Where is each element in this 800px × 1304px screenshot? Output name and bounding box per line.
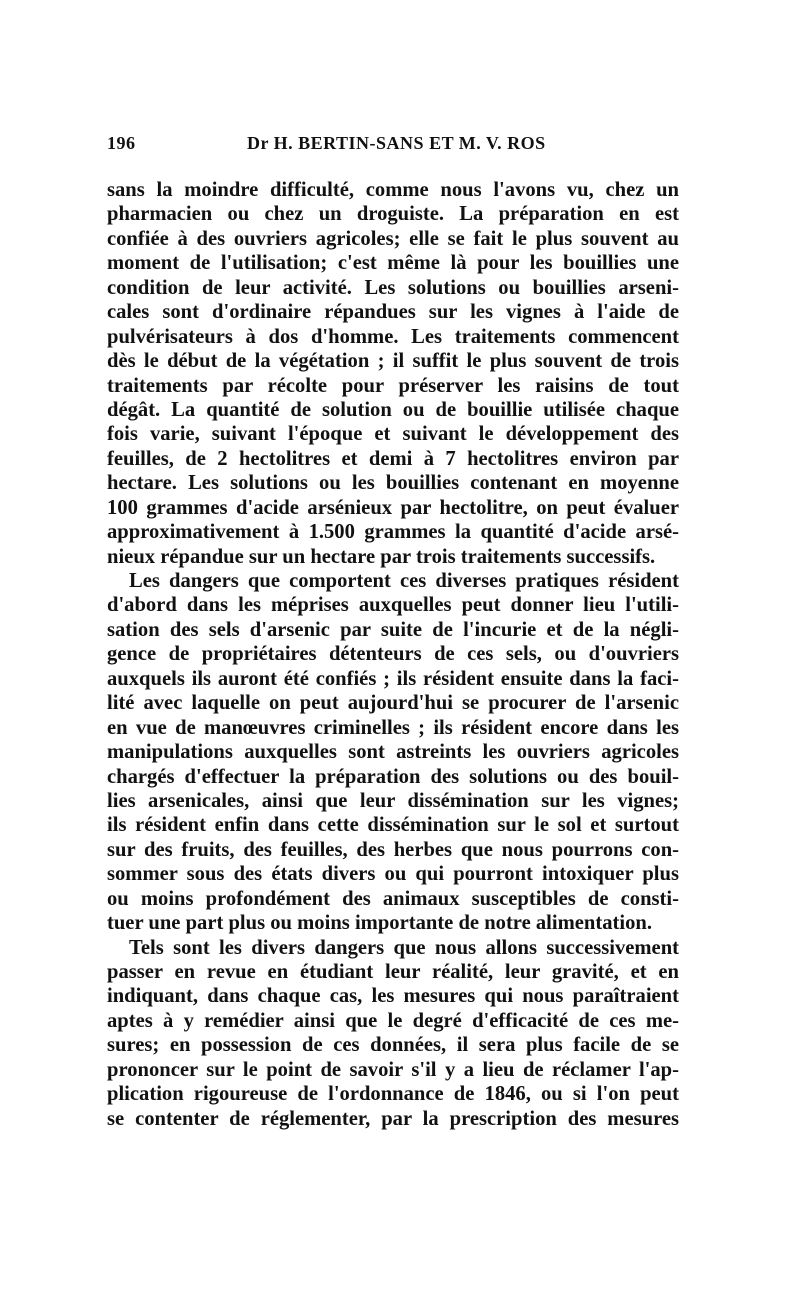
- text-line: ou moins profondément des animaux susceptibles de consti-: [107, 887, 679, 910]
- text-line: confiée à des ouvriers agricoles; elle se fait le plus souvent au: [107, 227, 679, 250]
- running-head: Dr H. BERTIN-SANS ET M. V. ROS: [247, 133, 546, 153]
- text-line: aptes à y remédier ainsi que le degré d'efficacité de ces me-: [107, 1009, 679, 1032]
- page-header: [107, 133, 679, 163]
- text-line: dès le début de la végétation ; il suffit le plus souvent de trois: [107, 350, 679, 373]
- text-line: Les dangers que comportent ces diverses pratiques résident: [129, 570, 679, 592]
- text-line: feuilles, de 2 hectolitres et demi à 7 hectolitres environ par: [107, 447, 679, 470]
- text-line: nieux répandue sur un hectare par trois traitements successifs.: [107, 545, 656, 568]
- text-line: pulvérisateurs à dos d'homme. Les traitements commencent: [107, 325, 679, 348]
- text-line: approximativement à 1.500 grammes la quantité d'acide arsé-: [107, 521, 679, 544]
- text-line: pharmacien ou chez un droguiste. La préparation en est: [107, 203, 679, 226]
- text-line: plication rigoureuse de l'ordonnance de 1846, ou si l'on peut: [107, 1083, 679, 1106]
- page-number: 196: [107, 133, 136, 153]
- text-line: 100 grammes d'acide arsénieux par hectolitre, on peut évaluer: [107, 496, 679, 519]
- text-line: lies arsenicales, ainsi que leur dissémination sur les vignes;: [107, 789, 679, 812]
- text-line: condition de leur activité. Les solutions ou bouillies arseni-: [107, 276, 679, 299]
- text-line: en vue de manœuvres criminelles ; ils résident encore dans les: [107, 716, 679, 739]
- body-text: [107, 178, 679, 1131]
- text-line: tuer une part plus ou moins importante de notre alimentation.: [107, 912, 652, 935]
- text-line: sommer sous des états divers ou qui pourront intoxiquer plus: [107, 863, 679, 886]
- text-line: prononcer sur le point de savoir s'il y a lieu de réclamer l'ap-: [107, 1058, 679, 1081]
- text-line: fois varie, suivant l'époque et suivant le développement des: [107, 423, 679, 446]
- text-line: Tels sont les divers dangers que nous allons successivement: [129, 936, 679, 959]
- text-line: sur des fruits, des feuilles, des herbes que nous pourrons con-: [107, 838, 679, 861]
- text-line: sans la moindre difficulté, comme nous l'avons vu, chez un: [107, 179, 679, 201]
- text-line: ils résident enfin dans cette dissémination sur le sol et surtout: [107, 814, 679, 837]
- text-line: traitements par récolte pour préserver les raisins de tout: [107, 374, 679, 397]
- text-line: d'abord dans les méprises auxquelles peut donner lieu l'utili-: [107, 594, 679, 617]
- text-line: lité avec laquelle on peut aujourd'hui se procurer de l'arsenic: [107, 692, 679, 715]
- text-line: dégât. La quantité de solution ou de bouillie utilisée chaque: [107, 398, 679, 421]
- text-line: se contenter de réglementer, par la prescription des mesures: [107, 1107, 679, 1130]
- text-line: cales sont d'ordinaire répandues sur les vignes à l'aide de: [107, 301, 679, 324]
- text-line: sures; en possession de ces données, il sera plus facile de se: [107, 1034, 679, 1057]
- text-line: passer en revue en étudiant leur réalité, leur gravité, et en: [107, 961, 679, 983]
- text-line: auxquels ils auront été confiés ; ils résident ensuite dans la faci-: [107, 667, 679, 690]
- text-line: indiquant, dans chaque cas, les mesures qui nous paraîtraient: [107, 985, 679, 1008]
- text-line: gence de propriétaires détenteurs de ces sels, ou d'ouvriers: [107, 643, 679, 666]
- text-line: moment de l'utilisation; c'est même là pour les bouillies une: [107, 252, 679, 275]
- text-line: chargés d'effectuer la préparation des solutions ou des bouil-: [107, 765, 679, 788]
- text-line: manipulations auxquelles sont astreints les ouvriers agricoles: [107, 741, 679, 764]
- text-line: sation des sels d'arsenic par suite de l'incurie et de la négli-: [107, 618, 679, 641]
- text-line: hectare. Les solutions ou les bouillies contenant en moyenne: [107, 472, 679, 495]
